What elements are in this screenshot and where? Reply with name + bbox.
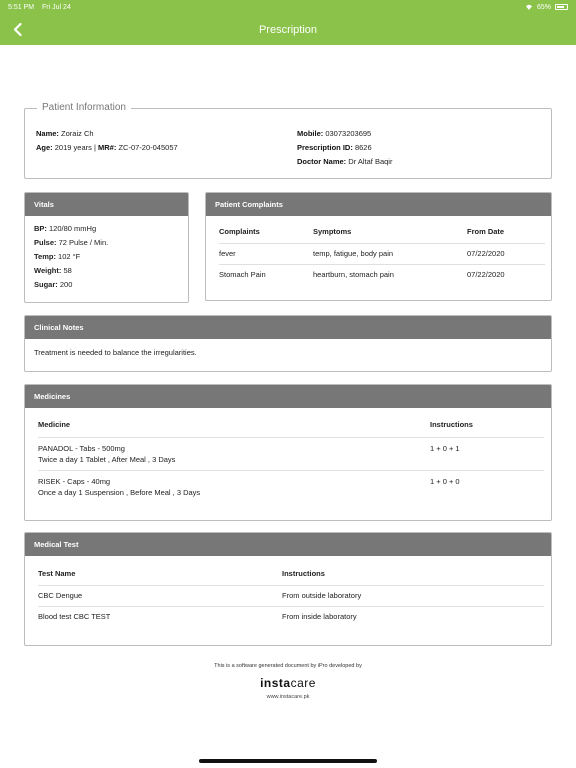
table-row: Blood test CBC TEST From inside laboratory — [38, 612, 357, 622]
battery-percent: 65% — [536, 3, 551, 11]
status-bar — [0, 0, 576, 14]
vitals-header: Vitals — [25, 193, 188, 216]
patient-info-section — [24, 102, 552, 179]
chevron-left-icon — [13, 23, 22, 36]
prescription-id: 8626 — [354, 143, 372, 152]
status-time: 5:51 PM — [8, 3, 35, 11]
table-row: fever temp, fatigue, body pain 07/22/2020 — [219, 243, 545, 264]
patient-info-right — [297, 127, 392, 169]
medical-test-header: Medical Test — [25, 533, 551, 556]
back-button[interactable] — [9, 20, 25, 38]
clinical-notes-header: Clinical Notes — [25, 316, 551, 339]
complaints-header: Patient Complaints — [206, 193, 551, 216]
patient-age: 2019 years — [54, 143, 92, 152]
patient-mr: ZC-07-20-045057 — [118, 143, 178, 152]
medicine-name: RISEK - Caps - 40mg — [38, 476, 111, 486]
table-row: Stomach Pain heartburn, stomach pain 07/22/2020 — [219, 270, 505, 280]
medical-test-card — [24, 532, 552, 646]
mobile-row: Mobile: 03073203695 — [297, 129, 372, 138]
wifi-icon — [525, 4, 533, 10]
website-link[interactable]: www.instacare.pk — [266, 694, 310, 700]
table-header-row: Test Name Instructions — [38, 563, 544, 585]
medicine-detail: Once a day 1 Suspension , Before Meal , 3 Days — [38, 487, 201, 497]
patient-name-row: Name: Zoraiz Ch — [36, 129, 94, 138]
nav-bar — [0, 14, 576, 45]
table-row — [38, 437, 544, 470]
clinical-notes-card — [24, 315, 552, 372]
battery-icon — [555, 4, 568, 10]
patient-info-legend: Patient Information — [37, 102, 131, 113]
medicine-detail: Twice a day 1 Tablet , After Meal , 3 Days — [38, 454, 176, 464]
patient-mobile: 03073203695 — [325, 129, 372, 138]
patient-name: Zoraiz Ch — [61, 129, 94, 138]
patient-info-left — [36, 127, 178, 155]
page-title: Prescription — [258, 23, 318, 36]
medicine-instructions: 1 + 0 + 0 — [430, 476, 460, 486]
clinical-notes-text: Treatment is needed to balance the irregularities. — [34, 348, 197, 357]
prescription-id-row: Prescription ID: 8626 — [297, 143, 372, 152]
table-row — [38, 470, 544, 503]
vital-temp: Temp: 102 °F — [34, 252, 81, 261]
vital-weight: Weight: 58 — [34, 266, 72, 275]
vital-pulse: Pulse: 72 Pulse / Min. — [34, 238, 109, 247]
complaints-table — [219, 221, 545, 285]
patient-age-row: Age: 2019 years | MR#: ZC-07-20-045057 — [36, 143, 178, 152]
instacare-logo: instacare — [260, 676, 316, 690]
vitals-list — [25, 216, 188, 298]
vitals-card — [24, 192, 189, 303]
table-header-row: Complaints Symptoms From Date — [219, 221, 545, 243]
medicine-name: PANADOL - Tabs - 500mg — [38, 443, 125, 453]
medicines-table — [38, 413, 544, 503]
medical-test-table — [38, 563, 544, 627]
medicines-header: Medicines — [25, 385, 551, 408]
medicines-card — [24, 384, 552, 521]
vital-bp: BP: 120/80 mmHg — [34, 224, 97, 233]
table-row: CBC Dengue From outside laboratory — [38, 585, 544, 606]
status-date: Fri Jul 24 — [42, 3, 71, 11]
generated-note: This is a software generated document by iPro developed by — [214, 663, 362, 669]
doctor-name: Dr Altaf Baqir — [348, 157, 393, 166]
home-indicator — [199, 759, 377, 763]
table-header-row: Medicine Instructions — [38, 413, 544, 437]
complaints-card — [205, 192, 552, 301]
vital-sugar: Sugar: 200 — [34, 280, 73, 289]
medicine-instructions: 1 + 0 + 1 — [430, 443, 460, 453]
doctor-row: Doctor Name: Dr Altaf Baqir — [297, 157, 393, 166]
